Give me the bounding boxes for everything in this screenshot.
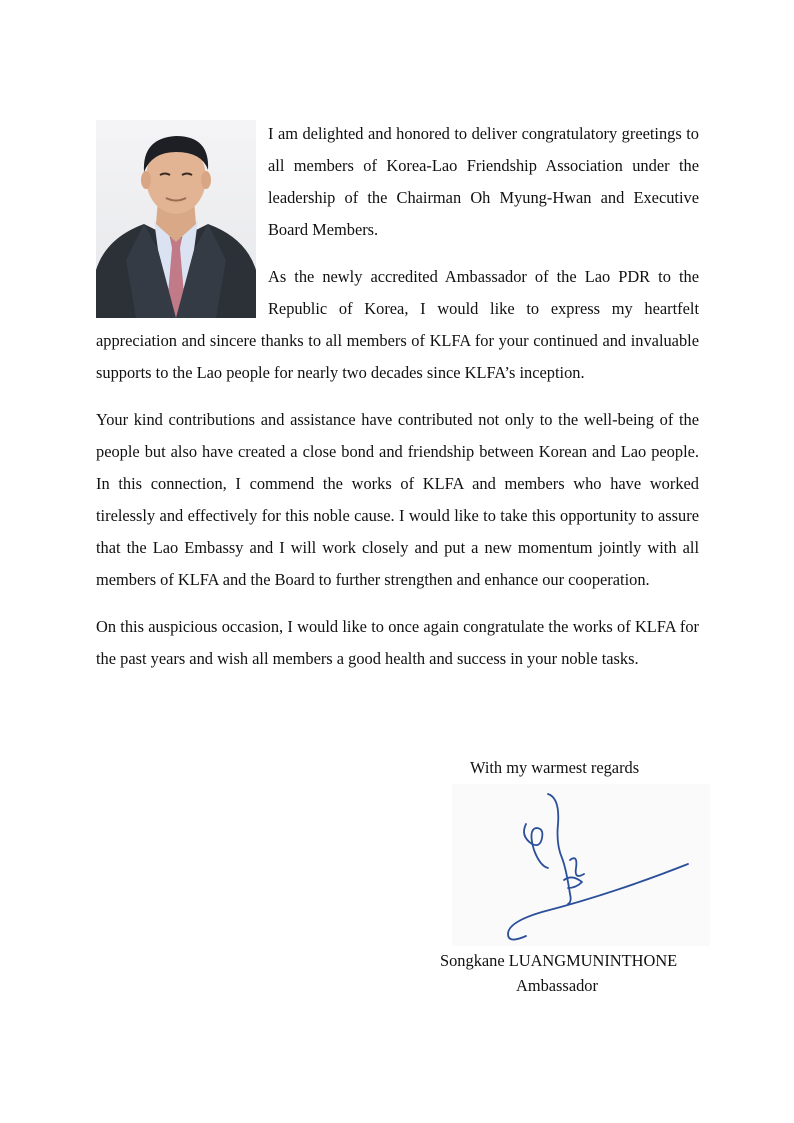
- signer-name: Songkane LUANGMUNINTHONE: [440, 951, 678, 970]
- paragraph-wishes: On this auspicious occasion, I would like to once again congratulate the works of KLFA for the past years and wish all members a good health and success in your noble tasks.: [96, 617, 699, 668]
- signer-title: Ambassador: [516, 976, 598, 995]
- paragraph-appreciation: As the newly accredited Ambassador of the Lao PDR to the Republic of Korea, I would like to express my heartfelt appreciation and sincere thanks to all members of KLFA for your continued and invaluable supports to the Lao people for nearly two decades since KLFA’s inception.: [96, 267, 699, 382]
- ambassador-portrait: [96, 120, 256, 318]
- paragraph-contributions: Your kind contributions and assistance have contributed not only to the well-being of the people but also have created a close bond and friendship between Korean and Lao people. In this connection, I commend the works of KLFA and members who have worked tirelessly and effectively for this noble cause. I would like to take this opportunity to assure that the Lao Embassy and I will work closely and put a new momentum jointly with all members of KLFA and the Board to further strengthen and enhance our cooperation.: [96, 410, 699, 589]
- closing-line: With my warmest regards: [470, 758, 640, 777]
- paragraph-greeting: I am delighted and honored to deliver congratulatory greetings to all members of Korea-Lao Friendship Association under the leadership of the Chairman Oh Myung-Hwan and Executive Board Members.: [268, 124, 699, 239]
- signer-block: [440, 948, 692, 998]
- handwritten-signature: [452, 784, 710, 946]
- letter-body: [96, 118, 699, 690]
